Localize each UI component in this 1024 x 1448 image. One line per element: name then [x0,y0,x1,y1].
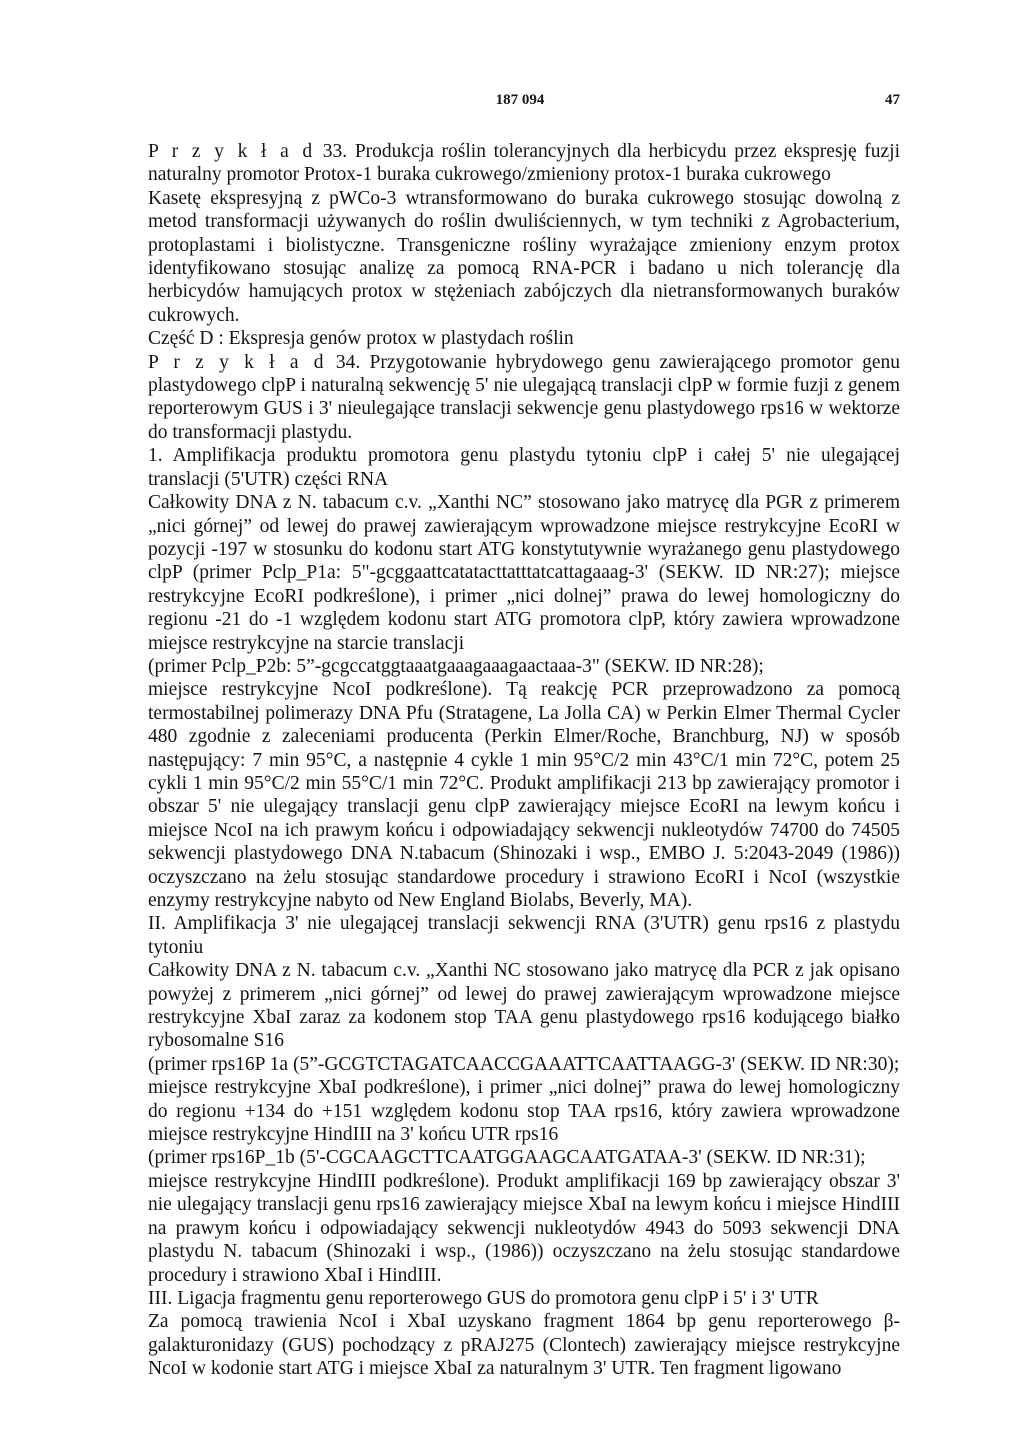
primer-sequence: (primer rps16P 1a (5”-GCGTCTAGATCAACCGAAATTCAATTAAGG-3' (SEKW. ID NR:30); [148,1053,900,1075]
paragraph: miejsce restrykcyjne XbaI podkreślone), i primer „nici dolnej” prawa do lewej homologiczny do regionu +134 do +151 względem kodonu stop TAA rps16, który zawiera wprowadzone miejsce restrykcyjne HindIII na 3' końcu UTR rps16 [148,1077,900,1146]
page-body [148,140,900,1381]
example-label: P r z y k ł a d [148,351,327,373]
primer-sequence: (primer rps16P_1b (5'-CGCAAGCTTCAATGGAAGCAATGATAA-3' (SEKW. ID NR:31); [148,1147,866,1169]
step-3-heading: III. Ligacja fragmentu genu reporterowego GUS do promotora genu clpP i 5' i 3' UTR [148,1287,819,1309]
step-1-heading: 1. Amplifikacja produktu promotora genu plastydu tytoniu clpP i całej 5' nie ulegającej translacji (5'UTR) części RNA [148,445,900,490]
paragraph: Całkowity DNA z N. tabacum c.v. „Xanthi NC” stosowano jako matrycę dla PGR z primerem „nici górnej” od lewej do prawej zawierającym wprowadzone miejsce restrykcyjne EcoRI w pozycji -197 w stosunku do kodonu start ATG konstytutywnie wyrażanego genu plastydowego clpP (primer Pclp_P1a: 5"-gcggaattcatatacttatttatcattagaaag-3' (SEKW. ID NR:27); miejsce restrykcyjne EcoRI podkreślone), i primer „nici dolnej” prawa do lewej homologiczny do regionu -21 do -1 względem kodonu start ATG promotora clpP, który zawiera wprowadzone miejsce restrykcyjne na starcie translacji [148,492,900,654]
paragraph: Kasetę ekspresyjną z pWCo-3 wtransformowano do buraka cukrowego stosując dowolną z metod transformacji używanych do roślin dwuliściennych, w tym techniki z Agrobacterium, protoplastami i biolistyczne. Transgeniczne rośliny wyrażające zmieniony enzym protox identyfikowano stosując analizę za pomocą RNA-PCR i badano u nich tolerancję dla herbicydów hamujących protox w stężeniach zabójczych dla nietransformowanych buraków cukrowych. [148,187,900,326]
page-header [140,92,900,116]
paragraph: Za pomocą trawienia NcoI i XbaI uzyskano fragment 1864 bp genu reporterowego β-galakturonidazy (GUS) pochodzący z pRAJ275 (Clontech) zawierający miejsce restrykcyjne NcoI w kodonie start ATG i miejsce XbaI za naturalnym 3' UTR. Ten fragment ligowano [148,1311,900,1380]
example-33-heading [148,140,900,187]
example-33-title: 33. Produkcja roślin tolerancyjnych dla herbicydu przez ekspresję fuzji naturalny promotor Protox-1 buraka cukrowego/zmieniony protox-1 buraka cukrowego [148,141,900,186]
page-number: 47 [885,92,900,108]
paragraph: miejsce restrykcyjne NcoI podkreślone). Tą reakcję PCR przeprowadzono za pomocą termostabilnej polimerazy DNA Pfu (Stratagene, La Jolla CA) w Perkin Elmer Thermal Cycler 480 zgodnie z zaleceniami producenta (Perkin Elmer/Roche, Branchburg, NJ) w sposób następujący: 7 min 95°C, a następnie 4 cykle 1 min 95°C/2 min 43°C/1 min 72°C, potem 25 cykli 1 min 95°C/2 min 55°C/1 min 72°C. Produkt amplifikacji 213 bp zawierający promotor i obszar 5' nie ulegający translacji genu clpP zawierający miejsce EcoRI na lewym końcu i miejsce NcoI na ich prawym końcu i odpowiadający sekwencji nukleotydów 74700 do 74505 sekwencji plastydowego DNA N.tabacum (Shinozaki i wsp., EMBO J. 5:2043-2049 (1986)) oczyszczano na żelu stosując standardowe procedury i strawiono EcoRI i NcoI (wszystkie enzymy restrykcyjne nabyto od New England Biolabs, Beverly, MA). [148,679,900,911]
paragraph: Całkowity DNA z N. tabacum c.v. „Xanthi NC stosowano jako matrycę dla PCR z jak opisano powyżej z primerem „nici górnej” od lewej do prawej zawierającym wprowadzone miejsce restrykcyjne XbaI zaraz za kodonem stop TAA genu plastydowego rps16 kodującego białko rybosomalne S16 [148,960,900,1052]
example-label: P r z y k ł a d [148,141,316,162]
example-34-title: 34. Przygotowanie hybrydowego genu zawierającego promotor genu plastydowego clpP i naturalną sekwencję 5' nie ulegającą translacji clpP w formie fuzji z genem reporterowym GUS i 3' nieulegające translacji sekwencje genu plastydowego rps16 w wektorze do transformacji plastydu. [148,351,900,443]
section-heading-part-d: Część D : Ekspresja genów protox w plastydach roślin [148,328,574,350]
primer-sequence: (primer Pclp_P2b: 5”-gcgccatggtaaatgaaagaaagaactaaa-3" (SEKW. ID NR:28); [148,655,764,677]
paragraph: miejsce restrykcyjne HindIII podkreślone). Produkt amplifikacji 169 bp zawierający obszar 3' nie ulegający translacji genu rps16 zawierający miejsce XbaI na lewym końcu i miejsce HindIII na prawym końcu i odpowiadający sekwencji nukleotydów 4943 do 5093 sekwencji DNA plastydu N. tabacum (Shinozaki i wsp., (1986)) oczyszczano na żelu stosując standardowe procedury i strawiono XbaI i HindIII. [148,1170,900,1286]
patent-number: 187 094 [495,92,545,108]
step-2-heading: II. Amplifikacja 3' nie ulegającej translacji sekwencji RNA (3'UTR) genu rps16 z plastydu tytoniu [148,913,900,958]
example-34-heading [148,351,900,445]
